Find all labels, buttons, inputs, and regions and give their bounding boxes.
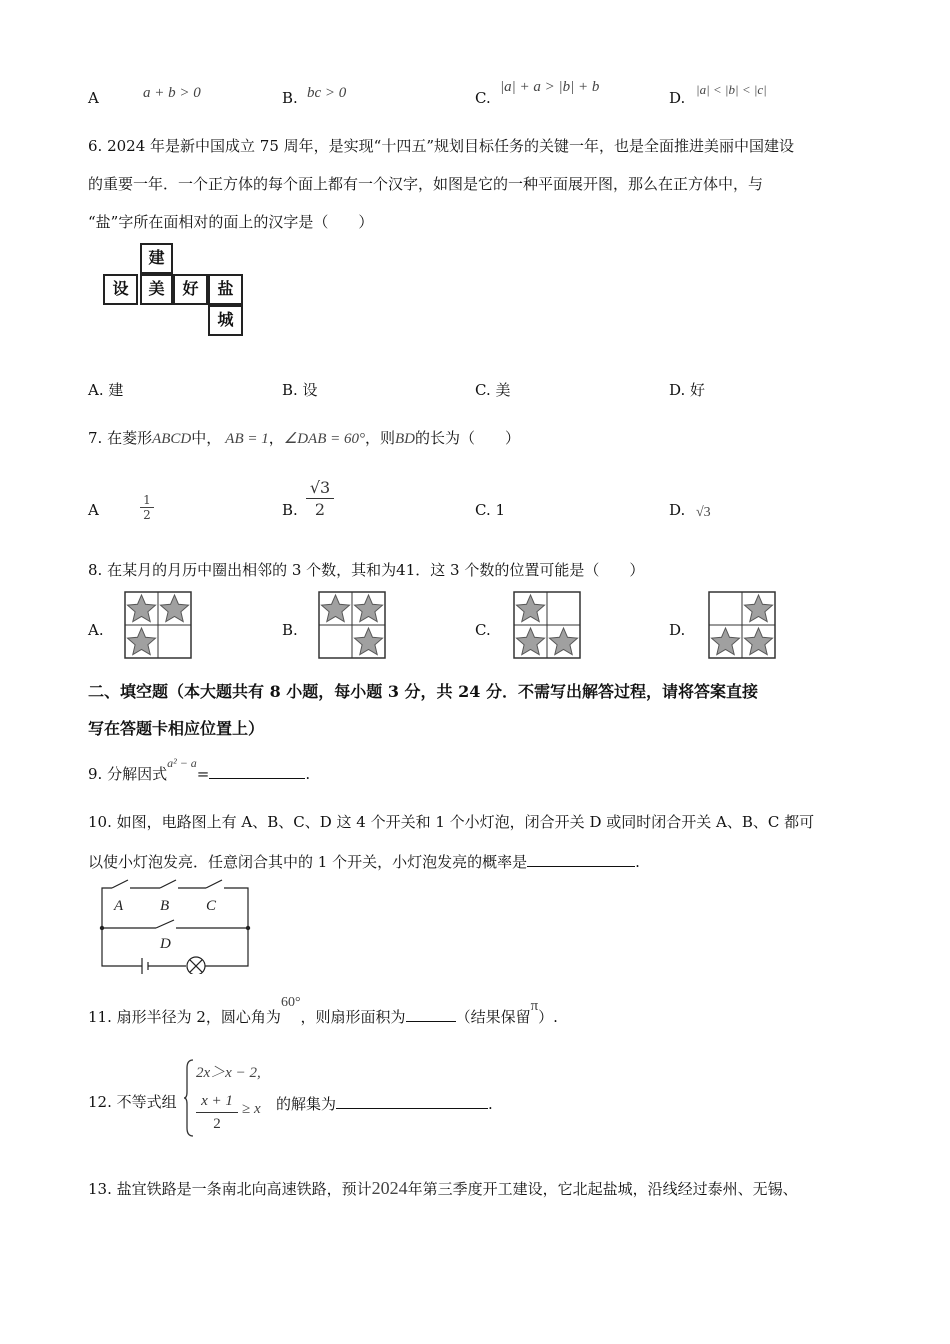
net-face-yan: 盐 [208, 274, 243, 305]
q5-option-a-label: A [88, 89, 99, 107]
q10-stem-line2-text: 以使小灯泡发亮．任意闭合其中的 1 个开关，小灯泡发亮的概率是 [88, 853, 528, 871]
q5-option-b-label: B. [282, 89, 298, 107]
q7-then: ，则 [364, 429, 395, 447]
q7-stem-pre: 7. 在菱形 [88, 429, 153, 447]
q8-calendar-a [124, 591, 192, 659]
net-face-hao: 好 [173, 274, 208, 305]
q13-post: 年第三季度开工建设，它北起盐城，沿线经过泰州、无锡、 [407, 1180, 798, 1198]
q6-stem-line3: “盐”字所在面相对的面上的汉字是（ ） [88, 213, 374, 231]
q7-stem [88, 428, 520, 449]
switch-label-b: B [160, 898, 170, 914]
q7-option-a-frac [140, 493, 154, 522]
q13-stem [88, 1178, 798, 1199]
q5-option-c-expr: |a| + a > |b| + b [500, 79, 600, 95]
q8-option-c-label: C. [475, 621, 491, 639]
switch-label-c: C [206, 898, 217, 914]
q8-calendar-c [513, 591, 581, 659]
q11-pre: 11. 扇形半径为 2，圆心角为 [88, 1008, 281, 1026]
q10-stem-line2 [88, 850, 640, 872]
q7-stem-post: 的长为（ ） [415, 429, 521, 447]
q7-option-a-label: A [88, 501, 99, 519]
q7-option-b-frac [306, 477, 334, 520]
q5-option-c-label: C. [475, 89, 491, 107]
q8-stem: 8. 在某月的月历中圈出相邻的 3 个数，其和为41．这 3 个数的位置可能是（ ） [88, 561, 645, 579]
q5-option-b-expr: bc > 0 [307, 85, 347, 101]
q12-inequality-1: 2x＞x − 2, [196, 1065, 261, 1081]
section2-heading-line1: 二、填空题（本大题共有 8 小题，每小题 3 分，共 24 分．不需写出解答过程，请将答案直接 [88, 682, 758, 701]
q11-end: ）. [538, 1008, 558, 1026]
q7-option-d-label: D. [669, 501, 686, 519]
q12-inequality-2-rel: ≥ x [242, 1101, 261, 1117]
q9-expr: a² − a [167, 756, 197, 770]
q5-option-d-expr: |a| < |b| < |c| [696, 82, 767, 97]
q12-post: 的解集为 [276, 1095, 337, 1113]
switch-label-a: A [114, 898, 124, 914]
q9-end: . [305, 765, 311, 783]
q12-inequality-2-frac [196, 1090, 238, 1135]
q6-stem-line1: 6. 2024 年是新中国成立 75 周年，是实现“十四五”规划目标任务的关键一年，也是全面推进美丽中国建设 [88, 137, 794, 155]
net-face-mei: 美 [140, 274, 173, 305]
q7-b-denominator: 2 [306, 498, 334, 520]
q7-option-c: C. 1 [475, 501, 506, 519]
q7-angle-expr: ∠DAB = 60° [283, 431, 365, 447]
q7-a-numerator: 1 [143, 493, 151, 507]
q9-answer-blank[interactable] [209, 762, 305, 779]
q7-option-b-label: B. [282, 501, 298, 519]
q9-pre: 9. 分解因式 [88, 765, 168, 783]
q7-option-d-expr: √3 [696, 505, 711, 520]
q11-post: （结果保留 [455, 1008, 531, 1026]
net-face-jian: 建 [140, 243, 173, 274]
q8-option-b-label: B. [282, 621, 298, 639]
q6-option-d: D. 好 [669, 381, 706, 399]
q7-rhombus-name: ABCD [152, 431, 192, 447]
q12-stem-post [276, 1092, 493, 1114]
q12-answer-blank[interactable] [336, 1092, 488, 1109]
q11-stem [88, 995, 558, 1029]
q13-pre: 13. 盐宜铁路是一条南北向高速铁路，预计 [88, 1180, 372, 1198]
q11-mid: ，则扇形面积为 [300, 1008, 406, 1026]
q5-option-a-expr: a + b > 0 [143, 85, 201, 101]
q7-comma: ， [268, 429, 284, 447]
q6-stem-line2: 的重要一年．一个正方体的每个面上都有一个汉字，如图是它的一种平面展开图，那么在正方体中，与 [88, 175, 764, 193]
q7-ab-expr: AB = 1 [225, 431, 269, 447]
circuit-diagram [98, 878, 256, 974]
section2-heading-line2: 写在答题卡相应位置上） [88, 719, 265, 738]
q12-brace [183, 1058, 195, 1138]
q12-ineq2-numerator: x + 1 [201, 1093, 233, 1109]
q6-option-a: A. 建 [88, 381, 124, 399]
q5-option-d-label: D. [669, 89, 686, 107]
switch-label-d: D [160, 936, 171, 952]
q7-a-denominator: 2 [140, 507, 154, 522]
q8-option-d-label: D. [669, 621, 686, 639]
q6-option-c: C. 美 [475, 381, 511, 399]
q12-ineq2-denominator: 2 [196, 1112, 238, 1135]
q11-pi: π [530, 998, 539, 1014]
q7-bd: BD [395, 431, 415, 447]
q7-stem-mid: 中， [191, 429, 222, 447]
q8-calendar-b [318, 591, 386, 659]
q13-year: 2024 [371, 1178, 408, 1198]
q8-calendar-d [708, 591, 776, 659]
q11-angle: 60° [280, 995, 301, 1010]
q9-stem [88, 756, 311, 785]
q12-end: . [488, 1095, 493, 1113]
q6-option-b: B. 设 [282, 381, 318, 399]
q12-pre: 12. 不等式组 [88, 1093, 177, 1111]
net-face-cheng: 城 [208, 305, 243, 336]
q11-answer-blank[interactable] [406, 1005, 456, 1022]
q7-b-numerator: √3 [309, 478, 331, 497]
q10-end: . [635, 853, 640, 871]
q10-stem-line1: 10. 如图，电路图上有 A、B、C、D 这 4 个开关和 1 个小灯泡，闭合开关 D 或同时闭合开关 A、B、C 都可 [88, 813, 815, 831]
q8-option-a-label: A. [88, 621, 104, 639]
q10-answer-blank[interactable] [527, 850, 635, 867]
q9-eq: = [196, 765, 210, 783]
net-face-she: 设 [103, 274, 138, 305]
